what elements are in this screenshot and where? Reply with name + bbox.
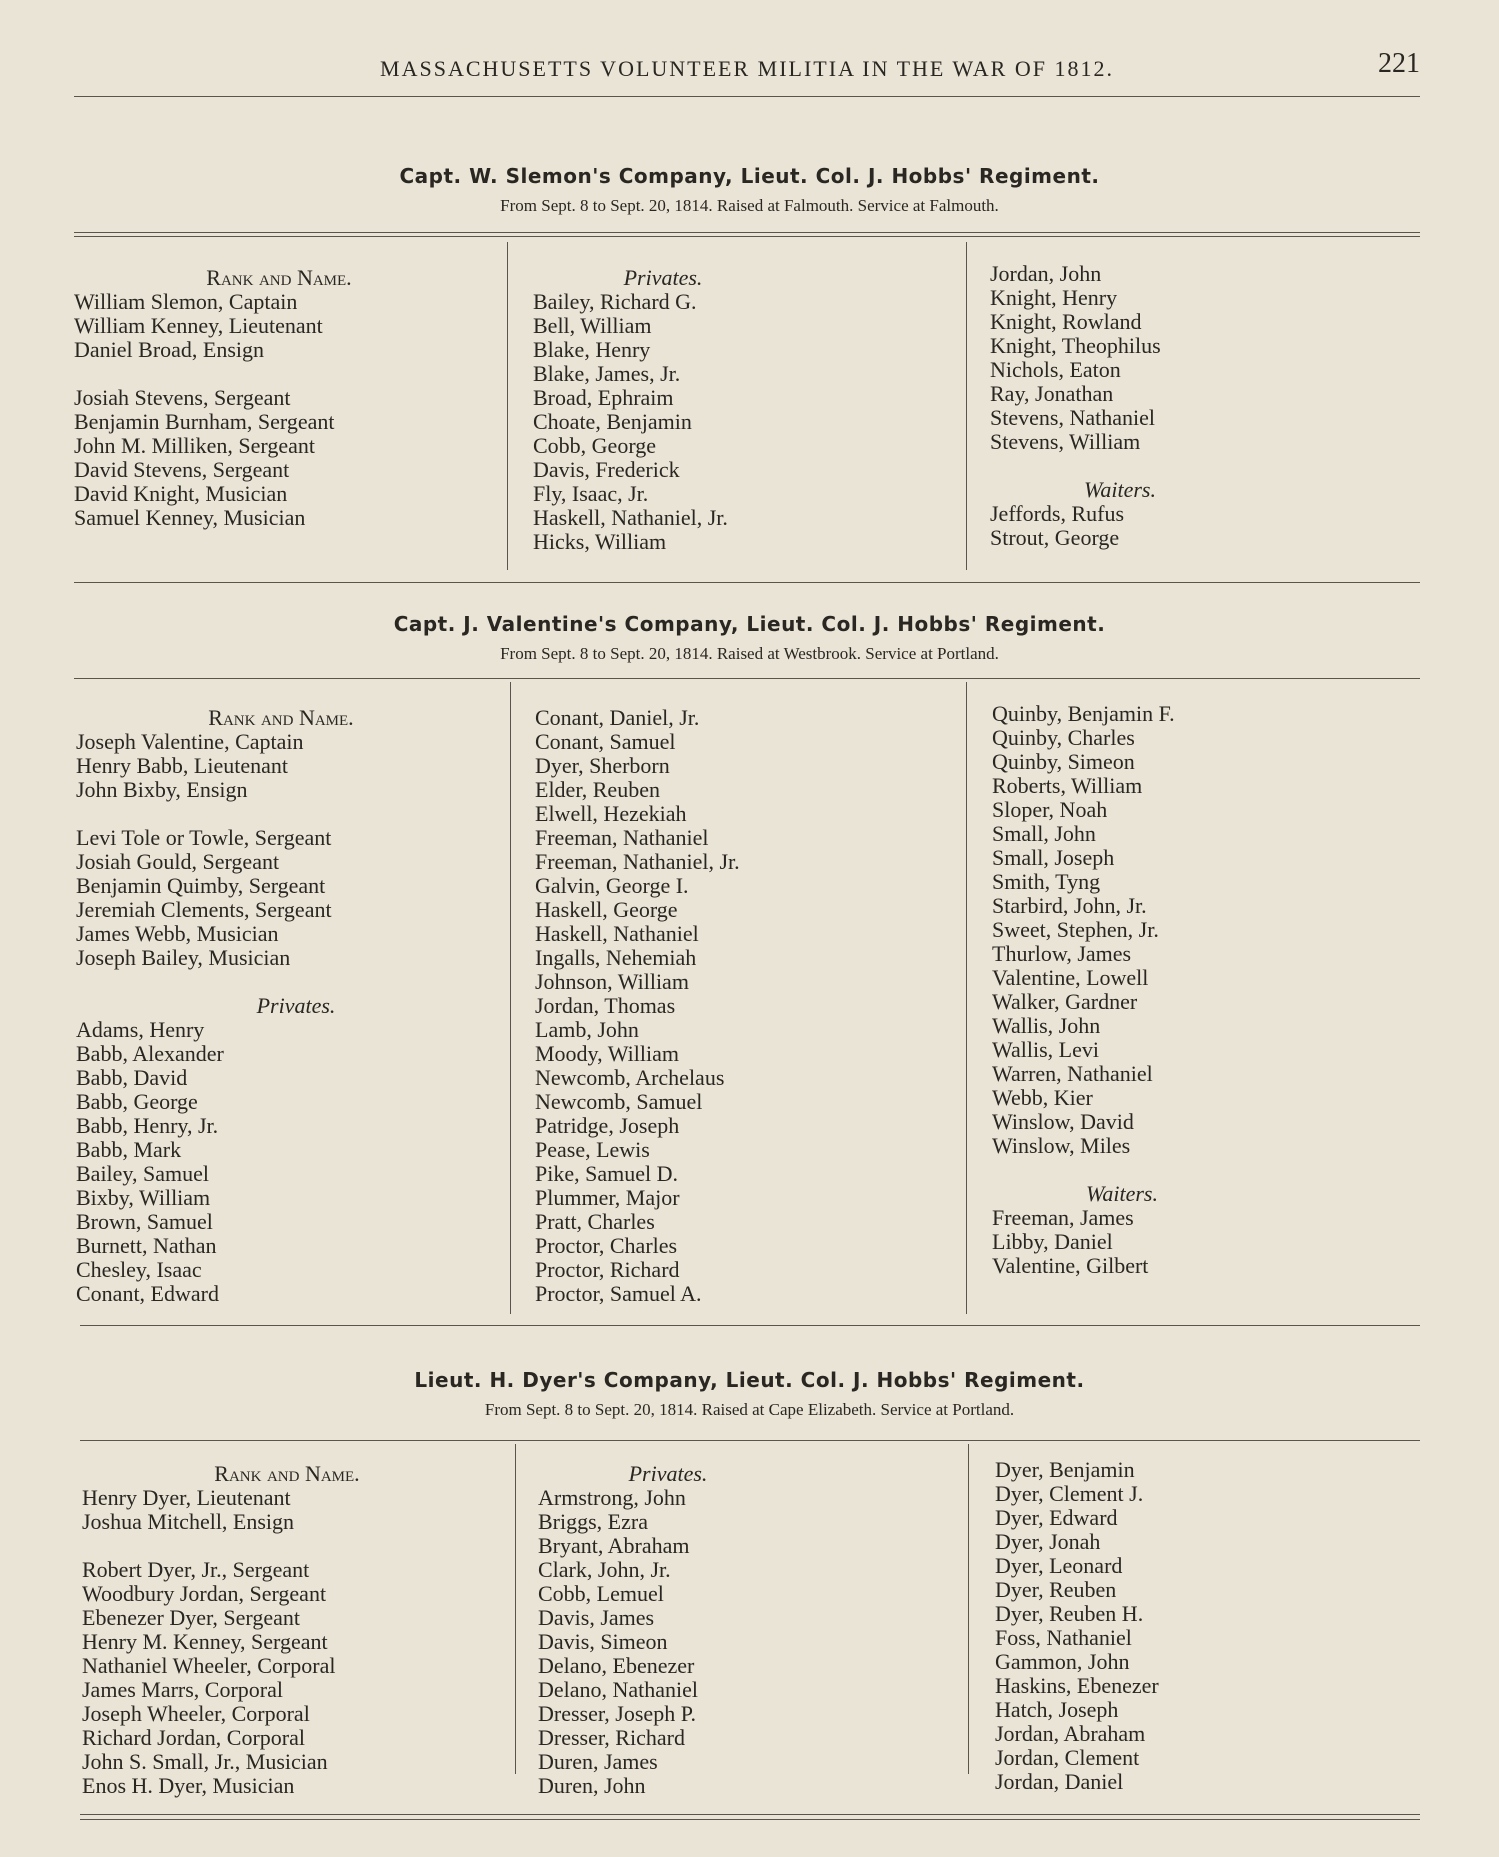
section-bottom-rule	[74, 582, 1420, 583]
roster-entry: Dyer, Edward	[995, 1505, 1118, 1530]
roster-entry: Davis, James	[538, 1605, 655, 1630]
column-heading: Rank and Name.	[206, 265, 352, 290]
roster-entry: Delano, Ebenezer	[538, 1653, 695, 1678]
roster-entry: Woodbury Jordan, Sergeant	[82, 1581, 327, 1606]
roster-entry: Dresser, Richard	[538, 1725, 685, 1750]
section-title: Capt. W. Slemon's Company, Lieut. Col. J. Hobbs' Regiment.	[399, 164, 1100, 188]
roster-entry: David Knight, Musician	[74, 481, 288, 506]
roster-entry: Haskell, Nathaniel, Jr.	[533, 505, 728, 530]
roster-entry: Wallis, John	[992, 1013, 1101, 1038]
roster-entry: Conant, Daniel, Jr.	[535, 705, 700, 730]
roster-entry: Winslow, Miles	[992, 1133, 1131, 1158]
privates-column	[533, 266, 943, 554]
column-heading: Privates.	[628, 1461, 708, 1486]
roster-entry: Dyer, Leonard	[995, 1553, 1123, 1578]
roster-entry: Choate, Benjamin	[533, 409, 692, 434]
privates-column	[535, 706, 945, 1306]
roster-entry: Adams, Henry	[76, 1017, 205, 1042]
roster-entry: Roberts, William	[992, 773, 1143, 798]
column-divider	[968, 1444, 969, 1774]
roster-entry: Conant, Samuel	[535, 729, 676, 754]
roster-entry: Warren, Nathaniel	[992, 1061, 1153, 1086]
company-section-valentine	[0, 608, 1499, 1328]
column-divider	[515, 1444, 516, 1774]
roster-entry: Proctor, Richard	[535, 1257, 680, 1282]
roster-entry: Benjamin Quimby, Sergeant	[76, 873, 326, 898]
roster-entry: Delano, Nathaniel	[538, 1677, 699, 1702]
roster-entry: Valentine, Lowell	[992, 965, 1149, 990]
roster-entry: Henry M. Kenney, Sergeant	[82, 1629, 328, 1654]
roster-entry: Robert Dyer, Jr., Sergeant	[82, 1557, 310, 1582]
roster-entry: Conant, Edward	[76, 1281, 219, 1306]
page-bottom-rule-2	[80, 1819, 1420, 1820]
roster-entry: Hicks, William	[533, 529, 667, 554]
roster-entry: Cobb, George	[533, 433, 657, 458]
roster-entry: Gammon, John	[995, 1649, 1130, 1674]
rank-name-column	[74, 266, 484, 530]
roster-entry: Davis, Simeon	[538, 1629, 668, 1654]
roster-entry: Josiah Gould, Sergeant	[76, 849, 280, 874]
column-divider	[966, 242, 967, 570]
column-heading: Privates.	[623, 265, 703, 290]
roster-entry: Briggs, Ezra	[538, 1509, 648, 1534]
roster-entry: Joseph Bailey, Musician	[76, 945, 291, 970]
waiters-heading: Waiters.	[1084, 477, 1156, 502]
roster-entry: Patridge, Joseph	[535, 1113, 680, 1138]
roster-entry: Hatch, Joseph	[995, 1697, 1119, 1722]
roster-entry: Pratt, Charles	[535, 1209, 655, 1234]
section-subtitle: From Sept. 8 to Sept. 20, 1814. Raised at Falmouth. Service at Falmouth.	[500, 196, 999, 215]
page-bottom-rule	[80, 1814, 1420, 1815]
roster-entry: Haskell, Nathaniel	[535, 921, 699, 946]
roster-entry: Small, John	[992, 821, 1096, 846]
section-bottom-rule	[80, 1325, 1420, 1326]
roster-entry: Small, Joseph	[992, 845, 1115, 870]
roster-entry: Bell, William	[533, 313, 652, 338]
roster-entry: Sloper, Noah	[992, 797, 1108, 822]
roster-entry: Henry Babb, Lieutenant	[76, 753, 288, 778]
section-top-rule	[80, 1440, 1420, 1441]
privates-column-continued	[992, 702, 1412, 1278]
roster-entry: Jordan, Daniel	[995, 1769, 1124, 1794]
roster-entry: Bailey, Samuel	[76, 1161, 209, 1186]
section-title: Capt. J. Valentine's Company, Lieut. Col. J. Hobbs' Regiment.	[393, 612, 1106, 636]
section-top-rule	[74, 232, 1420, 233]
roster-entry: Babb, George	[76, 1089, 198, 1114]
column-heading: Rank and Name.	[214, 1461, 360, 1486]
roster-entry: Starbird, John, Jr.	[992, 893, 1147, 918]
roster-entry: Strout, George	[990, 525, 1120, 550]
roster-entry: Ebenezer Dyer, Sergeant	[82, 1605, 300, 1630]
roster-entry: Johnson, William	[535, 969, 689, 994]
privates-column-continued	[995, 1458, 1415, 1794]
roster-entry: Foss, Nathaniel	[995, 1625, 1132, 1650]
roster-entry: Babb, Henry, Jr.	[76, 1113, 219, 1138]
roster-entry: Brown, Samuel	[76, 1209, 213, 1234]
roster-entry: Ray, Jonathan	[990, 381, 1114, 406]
column-divider	[966, 682, 967, 1314]
roster-entry: Bailey, Richard G.	[533, 289, 697, 314]
roster-entry: Dyer, Benjamin	[995, 1457, 1135, 1482]
roster-entry: Blake, James, Jr.	[533, 361, 681, 386]
privates-column-continued	[990, 262, 1410, 550]
roster-entry: James Marrs, Corporal	[82, 1677, 284, 1702]
roster-entry: Josiah Stevens, Sergeant	[74, 385, 291, 410]
roster-entry: Cobb, Lemuel	[538, 1581, 664, 1606]
running-head: MASSACHUSETTS VOLUNTEER MILITIA IN THE WAR OF 1812.	[380, 56, 1114, 81]
roster-entry: Plummer, Major	[535, 1185, 680, 1210]
roster-entry: Babb, Mark	[76, 1137, 182, 1162]
roster-entry: Burnett, Nathan	[76, 1233, 217, 1258]
roster-entry: Knight, Henry	[990, 285, 1118, 310]
roster-entry: David Stevens, Sergeant	[74, 457, 290, 482]
section-top-rule-2	[74, 236, 1420, 237]
roster-entry: Babb, David	[76, 1065, 188, 1090]
roster-entry: Proctor, Samuel A.	[535, 1281, 702, 1306]
roster-entry: Samuel Kenney, Musician	[74, 505, 306, 530]
roster-entry: Davis, Frederick	[533, 457, 680, 482]
roster-entry: Libby, Daniel	[992, 1229, 1113, 1254]
roster-entry: Henry Dyer, Lieutenant	[82, 1485, 291, 1510]
roster-entry: Dyer, Jonah	[995, 1529, 1101, 1554]
roster-entry: Jeffords, Rufus	[990, 501, 1125, 526]
roster-entry: Bixby, William	[76, 1185, 211, 1210]
roster-entry: Quinby, Benjamin F.	[992, 701, 1175, 726]
roster-entry: William Slemon, Captain	[74, 289, 298, 314]
roster-entry: Joshua Mitchell, Ensign	[82, 1509, 295, 1534]
roster-entry: Babb, Alexander	[76, 1041, 224, 1066]
roster-entry: James Webb, Musician	[76, 921, 279, 946]
roster-entry: Blake, Henry	[533, 337, 651, 362]
roster-entry: Levi Tole or Towle, Sergeant	[76, 825, 332, 850]
roster-entry: Nichols, Eaton	[990, 357, 1121, 382]
roster-entry: Freeman, Nathaniel	[535, 825, 709, 850]
rank-name-column	[82, 1462, 492, 1798]
roster-entry: Nathaniel Wheeler, Corporal	[82, 1653, 336, 1678]
roster-entry: Jeremiah Clements, Sergeant	[76, 897, 332, 922]
roster-entry: William Kenney, Lieutenant	[74, 313, 323, 338]
roster-entry: Knight, Rowland	[990, 309, 1142, 334]
privates-heading: Privates.	[256, 993, 336, 1018]
roster-entry: Dresser, Joseph P.	[538, 1701, 696, 1726]
roster-entry: Richard Jordan, Corporal	[82, 1725, 305, 1750]
roster-entry: Benjamin Burnham, Sergeant	[74, 409, 335, 434]
roster-entry: Joseph Valentine, Captain	[76, 729, 304, 754]
roster-entry: Smith, Tyng	[992, 869, 1101, 894]
roster-entry: Duren, James	[538, 1749, 658, 1774]
roster-entry: Stevens, William	[990, 429, 1141, 454]
roster-entry: John Bixby, Ensign	[76, 777, 248, 802]
roster-entry: Valentine, Gilbert	[992, 1253, 1149, 1278]
roster-entry: Pike, Samuel D.	[535, 1161, 678, 1186]
roster-entry: Clark, John, Jr.	[538, 1557, 671, 1582]
roster-entry: Joseph Wheeler, Corporal	[82, 1701, 310, 1726]
roster-entry: Freeman, Nathaniel, Jr.	[535, 849, 740, 874]
roster-entry: Quinby, Simeon	[992, 749, 1135, 774]
roster-entry: Daniel Broad, Ensign	[74, 337, 265, 362]
roster-entry: Freeman, James	[992, 1205, 1134, 1230]
roster-entry: Walker, Gardner	[992, 989, 1138, 1014]
company-section-slemon	[0, 160, 1499, 590]
roster-entry: Jordan, Thomas	[535, 993, 676, 1018]
waiters-heading: Waiters.	[1086, 1181, 1158, 1206]
section-subtitle: From Sept. 8 to Sept. 20, 1814. Raised at Westbrook. Service at Portland.	[500, 644, 999, 663]
roster-entry: Moody, William	[535, 1041, 679, 1066]
section-title: Lieut. H. Dyer's Company, Lieut. Col. J. Hobbs' Regiment.	[414, 1368, 1085, 1392]
page-number: 221	[1378, 48, 1420, 79]
roster-entry: Fly, Isaac, Jr.	[533, 481, 649, 506]
roster-entry: Lamb, John	[535, 1017, 639, 1042]
roster-entry: Pease, Lewis	[535, 1137, 650, 1162]
roster-entry: Stevens, Nathaniel	[990, 405, 1155, 430]
roster-entry: Dyer, Reuben	[995, 1577, 1117, 1602]
roster-entry: Quinby, Charles	[992, 725, 1135, 750]
roster-entry: Knight, Theophilus	[990, 333, 1161, 358]
header-rule	[74, 96, 1420, 97]
column-divider	[507, 242, 508, 570]
roster-entry: Proctor, Charles	[535, 1233, 678, 1258]
roster-entry: Elwell, Hezekiah	[535, 801, 687, 826]
privates-column	[538, 1462, 948, 1798]
page-header	[74, 48, 1420, 88]
roster-entry: Newcomb, Samuel	[535, 1089, 703, 1114]
column-heading: Rank and Name.	[208, 705, 354, 730]
roster-entry: Haskell, George	[535, 897, 678, 922]
roster-entry: Elder, Reuben	[535, 777, 660, 802]
company-section-dyer	[0, 1364, 1499, 1834]
roster-entry: Haskins, Ebenezer	[995, 1673, 1159, 1698]
roster-entry: Broad, Ephraim	[533, 385, 674, 410]
roster-entry: Jordan, Abraham	[995, 1721, 1146, 1746]
roster-entry: Enos H. Dyer, Musician	[82, 1773, 295, 1798]
roster-entry: Chesley, Isaac	[76, 1257, 202, 1282]
roster-entry: Jordan, John	[990, 261, 1102, 286]
roster-entry: Dyer, Clement J.	[995, 1481, 1144, 1506]
section-top-rule	[74, 678, 1420, 679]
roster-entry: Bryant, Abraham	[538, 1533, 690, 1558]
roster-entry: Dyer, Reuben H.	[995, 1601, 1144, 1626]
roster-entry: Newcomb, Archelaus	[535, 1065, 725, 1090]
roster-entry: John S. Small, Jr., Musician	[82, 1749, 328, 1774]
roster-entry: Sweet, Stephen, Jr.	[992, 917, 1159, 942]
roster-entry: Duren, John	[538, 1773, 646, 1798]
roster-entry: Thurlow, James	[992, 941, 1132, 966]
roster-entry: Armstrong, John	[538, 1485, 686, 1510]
roster-entry: Webb, Kier	[992, 1085, 1093, 1110]
roster-entry: Galvin, George I.	[535, 873, 689, 898]
roster-entry: Wallis, Levi	[992, 1037, 1099, 1062]
roster-entry: John M. Milliken, Sergeant	[74, 433, 315, 458]
roster-entry: Jordan, Clement	[995, 1745, 1140, 1770]
section-subtitle: From Sept. 8 to Sept. 20, 1814. Raised at Cape Elizabeth. Service at Portland.	[484, 1400, 1015, 1419]
roster-entry: Dyer, Sherborn	[535, 753, 670, 778]
roster-entry: Ingalls, Nehemiah	[535, 945, 697, 970]
roster-entry: Winslow, David	[992, 1109, 1134, 1134]
rank-name-column	[76, 706, 486, 1306]
